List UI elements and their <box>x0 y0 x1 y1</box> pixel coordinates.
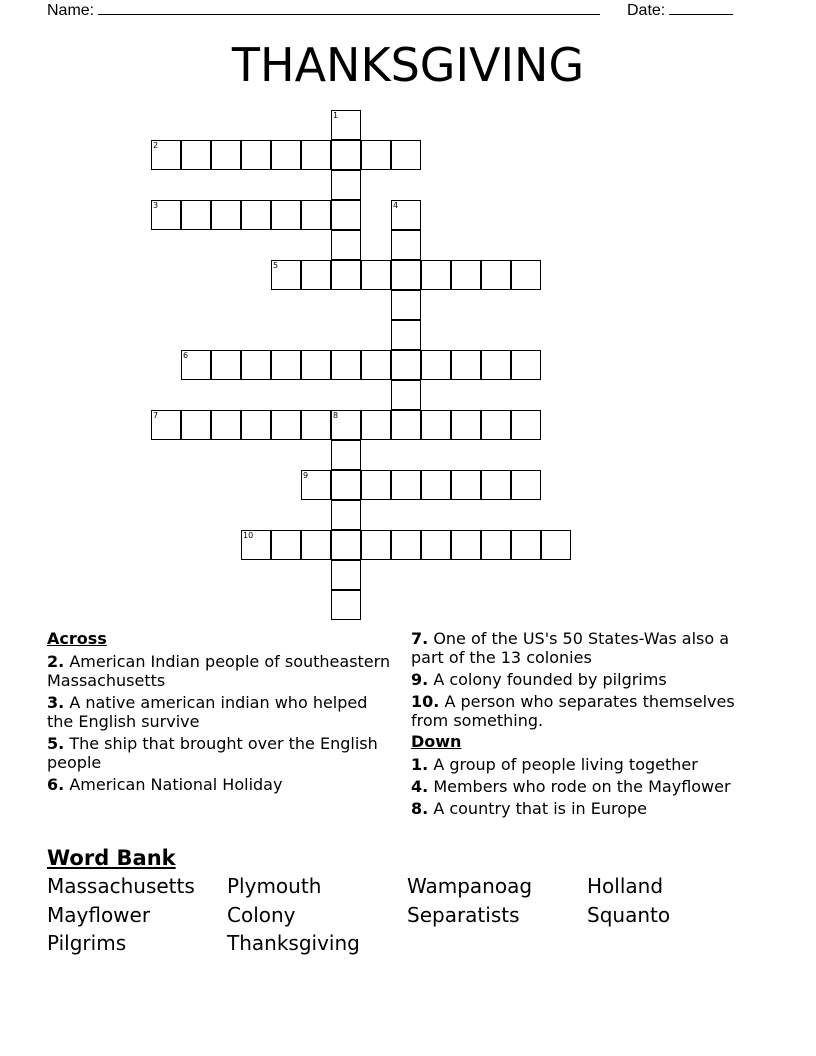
crossword-cell[interactable] <box>511 350 541 380</box>
clue-across-2 <box>47 652 397 690</box>
crossword-cell[interactable] <box>361 140 391 170</box>
crossword-cell[interactable] <box>451 530 481 560</box>
crossword-cell[interactable] <box>331 470 361 500</box>
crossword-cell[interactable] <box>331 350 361 380</box>
crossword-cell[interactable] <box>331 110 361 140</box>
clue-text: Members who rode on the Mayflower <box>433 777 731 796</box>
cell-number: 1 <box>333 111 339 120</box>
cell-number: 6 <box>183 351 189 360</box>
clue-text: American Indian people of southeastern Massachusetts <box>47 652 391 690</box>
crossword-cell[interactable] <box>391 350 421 380</box>
crossword-cell[interactable] <box>361 470 391 500</box>
crossword-cell[interactable] <box>331 590 361 620</box>
name-label: Name: <box>47 2 95 19</box>
crossword-cell[interactable] <box>181 140 211 170</box>
crossword-cell[interactable] <box>331 410 361 440</box>
crossword-cell[interactable] <box>391 200 421 230</box>
crossword-cell[interactable] <box>331 560 361 590</box>
crossword-cell[interactable] <box>481 530 511 560</box>
crossword-cell[interactable] <box>361 350 391 380</box>
crossword-cell[interactable] <box>301 140 331 170</box>
crossword-cell[interactable] <box>241 140 271 170</box>
clue-number: 4. <box>411 777 429 796</box>
crossword-cell[interactable] <box>301 410 331 440</box>
crossword-cell[interactable] <box>331 530 361 560</box>
crossword-cell[interactable] <box>391 140 421 170</box>
clues-right-column <box>411 629 761 818</box>
crossword-cell[interactable] <box>511 260 541 290</box>
crossword-cell[interactable] <box>271 140 301 170</box>
crossword-cell[interactable] <box>331 500 361 530</box>
crossword-cell[interactable] <box>541 530 571 560</box>
cell-number: 3 <box>153 201 159 210</box>
clue-number: 1. <box>411 755 429 774</box>
cell-number: 8 <box>333 411 339 420</box>
clue-text: American National Holiday <box>69 775 283 794</box>
word-bank-item: Thanksgiving <box>227 931 360 955</box>
word-bank-item: Mayflower <box>47 903 151 927</box>
crossword-cell[interactable] <box>301 200 331 230</box>
crossword-cell[interactable] <box>241 200 271 230</box>
cell-number: 10 <box>243 531 254 540</box>
crossword-cell[interactable] <box>301 350 331 380</box>
across-heading: Across <box>47 629 107 648</box>
page-title: THANKSGIVING <box>231 38 585 92</box>
crossword-cell[interactable] <box>451 410 481 440</box>
crossword-cell[interactable] <box>481 470 511 500</box>
crossword-cell[interactable] <box>271 200 301 230</box>
crossword-cell[interactable] <box>211 410 241 440</box>
crossword-cell[interactable] <box>271 350 301 380</box>
crossword-cell[interactable] <box>511 470 541 500</box>
crossword-cell[interactable] <box>421 350 451 380</box>
crossword-cell[interactable] <box>421 470 451 500</box>
down-heading: Down <box>411 732 462 751</box>
clue-across-7 <box>411 629 761 667</box>
clues-left-column <box>47 629 397 794</box>
clue-down-1 <box>411 755 761 774</box>
clue-across-9 <box>411 670 761 689</box>
crossword-cell[interactable] <box>301 470 331 500</box>
cell-number: 7 <box>153 411 159 420</box>
crossword-cell[interactable] <box>271 260 301 290</box>
crossword-cell[interactable] <box>421 410 451 440</box>
clue-number: 6. <box>47 775 65 794</box>
crossword-cell[interactable] <box>211 200 241 230</box>
crossword-cell[interactable] <box>331 440 361 470</box>
cell-number: 9 <box>303 471 309 480</box>
cell-number: 4 <box>393 201 399 210</box>
crossword-cell[interactable] <box>151 140 181 170</box>
crossword-cell[interactable] <box>181 200 211 230</box>
clue-number: 10. <box>411 692 440 711</box>
clue-number: 9. <box>411 670 429 689</box>
word-bank-item: Holland <box>587 874 664 898</box>
word-bank-item: Wampanoag <box>407 874 533 898</box>
crossword-cell[interactable] <box>451 260 481 290</box>
clue-across-3 <box>47 693 397 731</box>
crossword-cell[interactable] <box>331 260 361 290</box>
crossword-cell[interactable] <box>391 530 421 560</box>
clue-down-8 <box>411 799 761 818</box>
word-bank-item: Squanto <box>587 903 671 927</box>
crossword-cell[interactable] <box>151 200 181 230</box>
clue-down-4 <box>411 777 761 796</box>
crossword-cell[interactable] <box>361 260 391 290</box>
crossword-cell[interactable] <box>241 410 271 440</box>
clue-across-10 <box>411 692 761 730</box>
crossword-cell[interactable] <box>451 470 481 500</box>
crossword-cell[interactable] <box>511 410 541 440</box>
crossword-cell[interactable] <box>301 260 331 290</box>
cell-number: 2 <box>153 141 159 150</box>
clue-text: The ship that brought over the English people <box>47 734 378 772</box>
crossword-cell[interactable] <box>331 230 361 260</box>
crossword-cell[interactable] <box>331 200 361 230</box>
crossword-cell[interactable] <box>211 140 241 170</box>
clue-number: 2. <box>47 652 65 671</box>
crossword-cell[interactable] <box>391 470 421 500</box>
crossword-cell[interactable] <box>211 350 241 380</box>
word-bank-item: Plymouth <box>227 874 322 898</box>
crossword-cell[interactable] <box>271 530 301 560</box>
crossword-cell[interactable] <box>151 410 181 440</box>
clue-text: A country that is in Europe <box>433 799 647 818</box>
clue-text: A native american indian who helped the English survive <box>47 693 368 731</box>
clue-text: One of the US's 50 States-Was also a part of the 13 colonies <box>411 629 730 667</box>
word-bank-item: Separatists <box>407 903 520 927</box>
crossword-cell[interactable] <box>241 350 271 380</box>
clue-number: 8. <box>411 799 429 818</box>
crossword-cell[interactable] <box>481 410 511 440</box>
date-label: Date: <box>627 2 666 19</box>
cell-number: 5 <box>273 261 279 270</box>
clue-number: 5. <box>47 734 65 753</box>
crossword-cell[interactable] <box>241 530 271 560</box>
clue-text: A colony founded by pilgrims <box>433 670 667 689</box>
crossword-cell[interactable] <box>181 410 211 440</box>
word-bank-item: Massachusetts <box>47 874 195 898</box>
crossword-cell[interactable] <box>271 410 301 440</box>
word-bank-item: Colony <box>227 903 296 927</box>
crossword-cell[interactable] <box>301 530 331 560</box>
clue-across-6 <box>47 775 397 794</box>
crossword-cell[interactable] <box>391 230 421 260</box>
crossword-cell[interactable] <box>391 410 421 440</box>
clue-text: A group of people living together <box>433 755 698 774</box>
crossword-cell[interactable] <box>391 320 421 350</box>
word-bank-item: Pilgrims <box>47 931 127 955</box>
crossword-cell[interactable] <box>421 260 451 290</box>
crossword-cell[interactable] <box>361 530 391 560</box>
clue-number: 3. <box>47 693 65 712</box>
crossword-cell[interactable] <box>391 260 421 290</box>
crossword-cell[interactable] <box>481 350 511 380</box>
crossword-cell[interactable] <box>361 410 391 440</box>
crossword-cell[interactable] <box>181 350 211 380</box>
crossword-cell[interactable] <box>331 170 361 200</box>
clue-text: A person who separates themselves from something. <box>411 692 735 730</box>
crossword-cell[interactable] <box>421 530 451 560</box>
crossword-cell[interactable] <box>391 380 421 410</box>
crossword-cell[interactable] <box>391 290 421 320</box>
clue-number: 7. <box>411 629 429 648</box>
crossword-cell[interactable] <box>451 350 481 380</box>
crossword-cell[interactable] <box>481 260 511 290</box>
crossword-cell[interactable] <box>331 140 361 170</box>
crossword-cell[interactable] <box>511 530 541 560</box>
word-bank-title: Word Bank <box>47 846 176 870</box>
clue-across-5 <box>47 734 397 772</box>
